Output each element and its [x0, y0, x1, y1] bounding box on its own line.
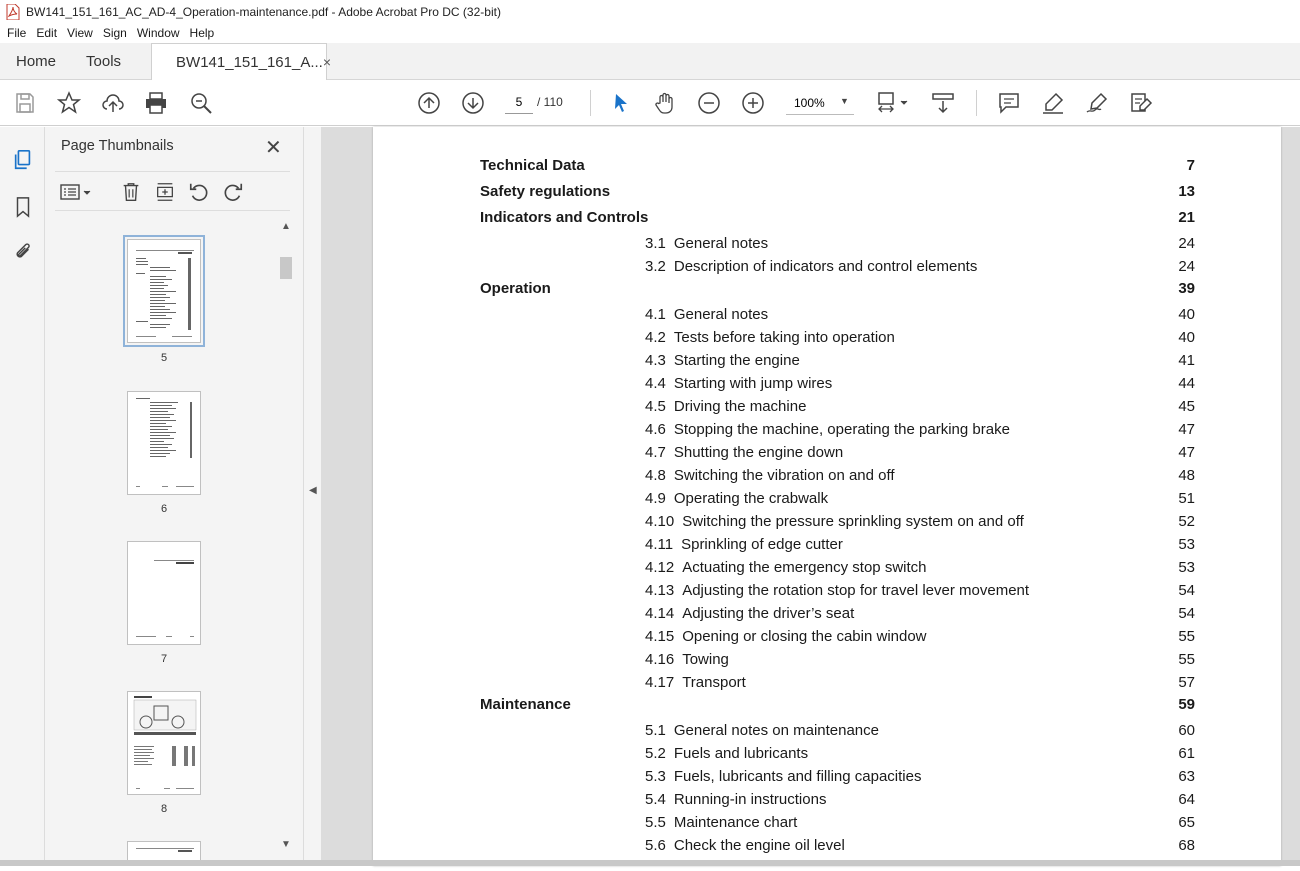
toc-section-page[interactable]: 48: [1178, 467, 1195, 484]
toc-section-entry[interactable]: [645, 582, 1029, 599]
toc-chapter-page[interactable]: 13: [1178, 183, 1195, 200]
select-cursor-icon[interactable]: [608, 90, 634, 116]
chevron-down-icon[interactable]: ▼: [840, 96, 849, 106]
toc-section-entry[interactable]: [645, 490, 828, 507]
scrollbar-thumb[interactable]: [280, 257, 292, 279]
panel-title: Page Thumbnails: [61, 138, 174, 154]
toc-section-number: 4.8: [645, 467, 666, 484]
toc-section-number: 5.3: [645, 768, 666, 785]
toc-section-page[interactable]: 65: [1178, 814, 1195, 831]
tab-home-label: Home: [16, 52, 57, 70]
toc-section-page[interactable]: 40: [1178, 329, 1195, 346]
toolbar-divider: [976, 90, 977, 116]
toc-section-title: Starting the engine: [673, 352, 800, 369]
toc-section-number: 4.14: [645, 605, 675, 622]
toc-section-title: Maintenance chart: [673, 814, 798, 831]
toc-section-number: 5.1: [645, 722, 666, 739]
toc-section-title: Fuels and lubricants: [673, 745, 809, 762]
menu-help[interactable]: Help: [189, 26, 215, 40]
toc-section-entry[interactable]: [645, 722, 879, 739]
toc-section-entry[interactable]: [645, 745, 808, 762]
toc-section-number: 4.2: [645, 329, 666, 346]
toc-section-page[interactable]: 60: [1178, 722, 1195, 739]
toc-section-entry[interactable]: [645, 513, 1024, 530]
toc-section-title: Adjusting the rotation stop for travel lever movement: [682, 582, 1030, 599]
toc-section-entry[interactable]: [645, 467, 895, 484]
toc-section-page[interactable]: 54: [1178, 582, 1195, 599]
toc-section-title: Running-in instructions: [673, 791, 827, 808]
thumbnails-panel: [45, 127, 303, 866]
bookmark-star-icon[interactable]: [56, 90, 82, 116]
toc-section-title: Opening or closing the cabin window: [682, 628, 927, 645]
fill-sign-icon[interactable]: [1128, 90, 1154, 116]
toc-section-entry[interactable]: [645, 421, 1010, 438]
toc-section-page[interactable]: 55: [1178, 628, 1195, 645]
thumbnail-label-7: 7: [160, 653, 168, 665]
tab-bar: [0, 43, 1300, 80]
scroll-down-icon[interactable]: ▼: [281, 839, 291, 850]
highlight-icon[interactable]: [1040, 90, 1066, 116]
toc-section-entry[interactable]: [645, 258, 977, 275]
bookmarks-icon[interactable]: [10, 194, 36, 220]
insert-page-icon[interactable]: [153, 180, 177, 204]
toolbar-divider: [590, 90, 591, 116]
toc-section-title: Shutting the engine down: [673, 444, 844, 461]
toc-section-page[interactable]: 63: [1178, 768, 1195, 785]
toc-section-title: General notes: [673, 306, 769, 323]
toc-section-page[interactable]: 24: [1178, 235, 1195, 252]
toc-section-entry[interactable]: [645, 306, 768, 323]
toc-section-entry[interactable]: [645, 651, 729, 668]
toc-section-entry[interactable]: [645, 605, 854, 622]
page-up-icon[interactable]: [416, 90, 442, 116]
toc-section-entry[interactable]: [645, 791, 826, 808]
page-fit-icon[interactable]: [876, 90, 912, 116]
thumbnail-options-icon[interactable]: [59, 180, 93, 204]
toc-section-title: Switching the vibration on and off: [673, 467, 895, 484]
toc-section-page[interactable]: 24: [1178, 258, 1195, 275]
toc-section-title: Transport: [682, 674, 746, 691]
toc-section-page[interactable]: 45: [1178, 398, 1195, 415]
toc-section-number: 5.6: [645, 837, 666, 854]
toc-section-page[interactable]: 52: [1178, 513, 1195, 530]
toc-section-number: 4.17: [645, 674, 675, 691]
menu-file[interactable]: File: [7, 26, 27, 40]
page-thumbnails-icon[interactable]: [10, 147, 36, 173]
navigation-rail: [0, 127, 45, 866]
thumbnail-label-5: 5: [160, 352, 168, 364]
thumbnails-toolbar: [55, 171, 290, 211]
toc-section-entry[interactable]: [645, 235, 768, 252]
toc-chapter-title[interactable]: Safety regulations: [480, 183, 611, 200]
attachment-icon[interactable]: [10, 239, 36, 265]
tab-tools-label: Tools: [86, 52, 122, 70]
toc-section-number: 3.2: [645, 258, 666, 275]
toc-chapter-title[interactable]: Indicators and Controls: [480, 209, 649, 226]
toc-section-page[interactable]: 55: [1178, 651, 1195, 668]
toc-section-page[interactable]: 53: [1178, 536, 1195, 553]
toc-section-page[interactable]: 41: [1178, 352, 1195, 369]
toc-chapter-page[interactable]: 39: [1178, 280, 1195, 297]
panel-splitter[interactable]: [303, 127, 321, 866]
toc-section-title: General notes: [673, 235, 769, 252]
toc-section-title: Driving the machine: [673, 398, 807, 415]
thumbnail-label-8: 8: [160, 803, 168, 815]
toc-section-number: 4.10: [645, 513, 675, 530]
menu-bar: [0, 23, 1300, 43]
toc-section-entry[interactable]: [645, 559, 927, 576]
tab-document[interactable]: [151, 43, 332, 80]
toc-section-title: Stopping the machine, operating the parking brake: [673, 421, 1010, 438]
zoom-out-icon[interactable]: [696, 90, 722, 116]
toc-section-title: Sprinkling of edge cutter: [681, 536, 843, 553]
tab-close-icon[interactable]: ×: [322, 54, 332, 70]
toc-section-number: 4.1: [645, 306, 666, 323]
toc-section-title: Operating the crabwalk: [673, 490, 829, 507]
toc-section-page[interactable]: 44: [1178, 375, 1195, 392]
zoom-in-icon[interactable]: [740, 90, 766, 116]
toc-section-number: 4.9: [645, 490, 666, 507]
toc-section-number: 5.2: [645, 745, 666, 762]
toc-section-page[interactable]: 47: [1178, 421, 1195, 438]
toc-section-number: 4.15: [645, 628, 675, 645]
acrobat-pdf-icon: [6, 4, 20, 20]
toc-section-entry[interactable]: [645, 768, 921, 785]
thumbnail-page-content: [128, 542, 202, 646]
toc-section-number: 4.16: [645, 651, 675, 668]
toc-section-page[interactable]: 51: [1178, 490, 1195, 507]
toc-chapter-page[interactable]: 59: [1178, 696, 1195, 713]
tab-home[interactable]: [0, 43, 72, 79]
page-down-icon[interactable]: [460, 90, 486, 116]
toc-section-entry[interactable]: [645, 375, 832, 392]
toc-section-page[interactable]: 47: [1178, 444, 1195, 461]
toc-section-number: 4.6: [645, 421, 666, 438]
comment-icon[interactable]: [996, 90, 1022, 116]
sign-icon[interactable]: [1084, 90, 1110, 116]
document-viewport[interactable]: [321, 127, 1300, 866]
toc-section-number: 4.5: [645, 398, 666, 415]
toc-section-entry[interactable]: [645, 352, 800, 369]
menu-window[interactable]: Window: [136, 26, 180, 40]
toc-section-number: 4.13: [645, 582, 675, 599]
toc-chapter-title[interactable]: Technical Data: [480, 157, 585, 174]
toc-section-entry[interactable]: [645, 444, 843, 461]
toc-section-number: 4.12: [645, 559, 675, 576]
hand-icon[interactable]: [652, 90, 678, 116]
toc-section-number: 4.3: [645, 352, 666, 369]
toc-section-number: 3.1: [645, 235, 666, 252]
toc-section-page[interactable]: 57: [1178, 674, 1195, 691]
toc-section-page[interactable]: 53: [1178, 559, 1195, 576]
toc-section-entry[interactable]: [645, 398, 806, 415]
title-bar: [0, 0, 1300, 23]
toc-section-entry[interactable]: [645, 814, 797, 831]
page-thumbnail-5[interactable]: [127, 239, 201, 343]
collapse-panel-icon[interactable]: ◀: [309, 485, 317, 496]
toc-section-title: Adjusting the driver’s seat: [682, 605, 855, 622]
scroll-up-icon[interactable]: ▲: [281, 221, 291, 232]
toc-section-entry[interactable]: [645, 674, 746, 691]
toc-section-entry[interactable]: [645, 329, 895, 346]
toc-section-entry[interactable]: [645, 536, 843, 553]
page-total: / 110: [537, 95, 563, 109]
toc-section-number: 5.5: [645, 814, 666, 831]
toc-chapter-title[interactable]: Operation: [480, 280, 551, 297]
toc-section-page[interactable]: 68: [1178, 837, 1195, 854]
menu-view[interactable]: View: [67, 26, 93, 40]
bottom-scrollbar[interactable]: [0, 860, 1300, 866]
toc-chapter-page[interactable]: 21: [1178, 209, 1195, 226]
toc-section-title: Description of indicators and control elements: [673, 258, 978, 275]
toc-section-title: Fuels, lubricants and filling capacities: [673, 768, 922, 785]
toc-section-title: Starting with jump wires: [673, 375, 833, 392]
rotate-left-icon[interactable]: [187, 180, 211, 204]
window-title: BW141_151_161_AC_AD-4_Operation-maintenance.pdf - Adobe Acrobat Pro DC (32-bit): [26, 4, 501, 19]
page-thumbnail-6[interactable]: [127, 391, 201, 495]
main-toolbar: [0, 80, 1300, 126]
upload-icon[interactable]: [100, 90, 126, 116]
close-icon[interactable]: ✕: [265, 137, 282, 159]
menu-sign[interactable]: Sign: [102, 26, 127, 40]
thumbnails-scrollbar[interactable]: [278, 219, 294, 859]
delete-page-icon[interactable]: [119, 180, 143, 204]
toc-section-number: 4.4: [645, 375, 666, 392]
tab-tools[interactable]: [72, 43, 135, 79]
toc-section-entry[interactable]: [645, 837, 845, 854]
thumbnail-label-6: 6: [160, 503, 168, 515]
toc-chapter-page[interactable]: 7: [1186, 157, 1195, 174]
menu-edit[interactable]: Edit: [36, 26, 58, 40]
toc-section-entry[interactable]: [645, 628, 927, 645]
toc-section-number: 4.7: [645, 444, 666, 461]
toc-section-page[interactable]: 61: [1178, 745, 1195, 762]
find-zoom-icon[interactable]: [188, 90, 214, 116]
pdf-page: [373, 127, 1281, 866]
print-icon[interactable]: [143, 90, 169, 116]
toc-section-page[interactable]: 64: [1178, 791, 1195, 808]
toc-section-title: Tests before taking into operation: [673, 329, 895, 346]
toc-chapter-title[interactable]: Maintenance: [480, 696, 571, 713]
thumbnail-page-content: [128, 692, 202, 796]
rotate-right-icon[interactable]: [221, 180, 245, 204]
page-thumbnail-8[interactable]: [127, 691, 201, 795]
toc-section-number: 4.11: [645, 536, 674, 553]
thumbnail-page-content: [128, 392, 202, 496]
toc-section-title: General notes on maintenance: [673, 722, 879, 739]
toc-section-page[interactable]: 40: [1178, 306, 1195, 323]
page-thumbnail-7[interactable]: [127, 541, 201, 645]
thumbnail-page-content: [128, 240, 202, 344]
toc-section-title: Switching the pressure sprinkling system on and off: [682, 513, 1024, 530]
toc-section-title: Check the engine oil level: [673, 837, 845, 854]
toc-section-page[interactable]: 54: [1178, 605, 1195, 622]
page-number-input[interactable]: [505, 90, 533, 114]
tab-document-label: BW141_151_161_A...: [176, 53, 323, 71]
save-icon[interactable]: [12, 90, 38, 116]
toc-section-number: 5.4: [645, 791, 666, 808]
toc-section-title: Towing: [682, 651, 729, 668]
toc-section-title: Actuating the emergency stop switch: [682, 559, 927, 576]
scroll-mode-icon[interactable]: [930, 90, 956, 116]
